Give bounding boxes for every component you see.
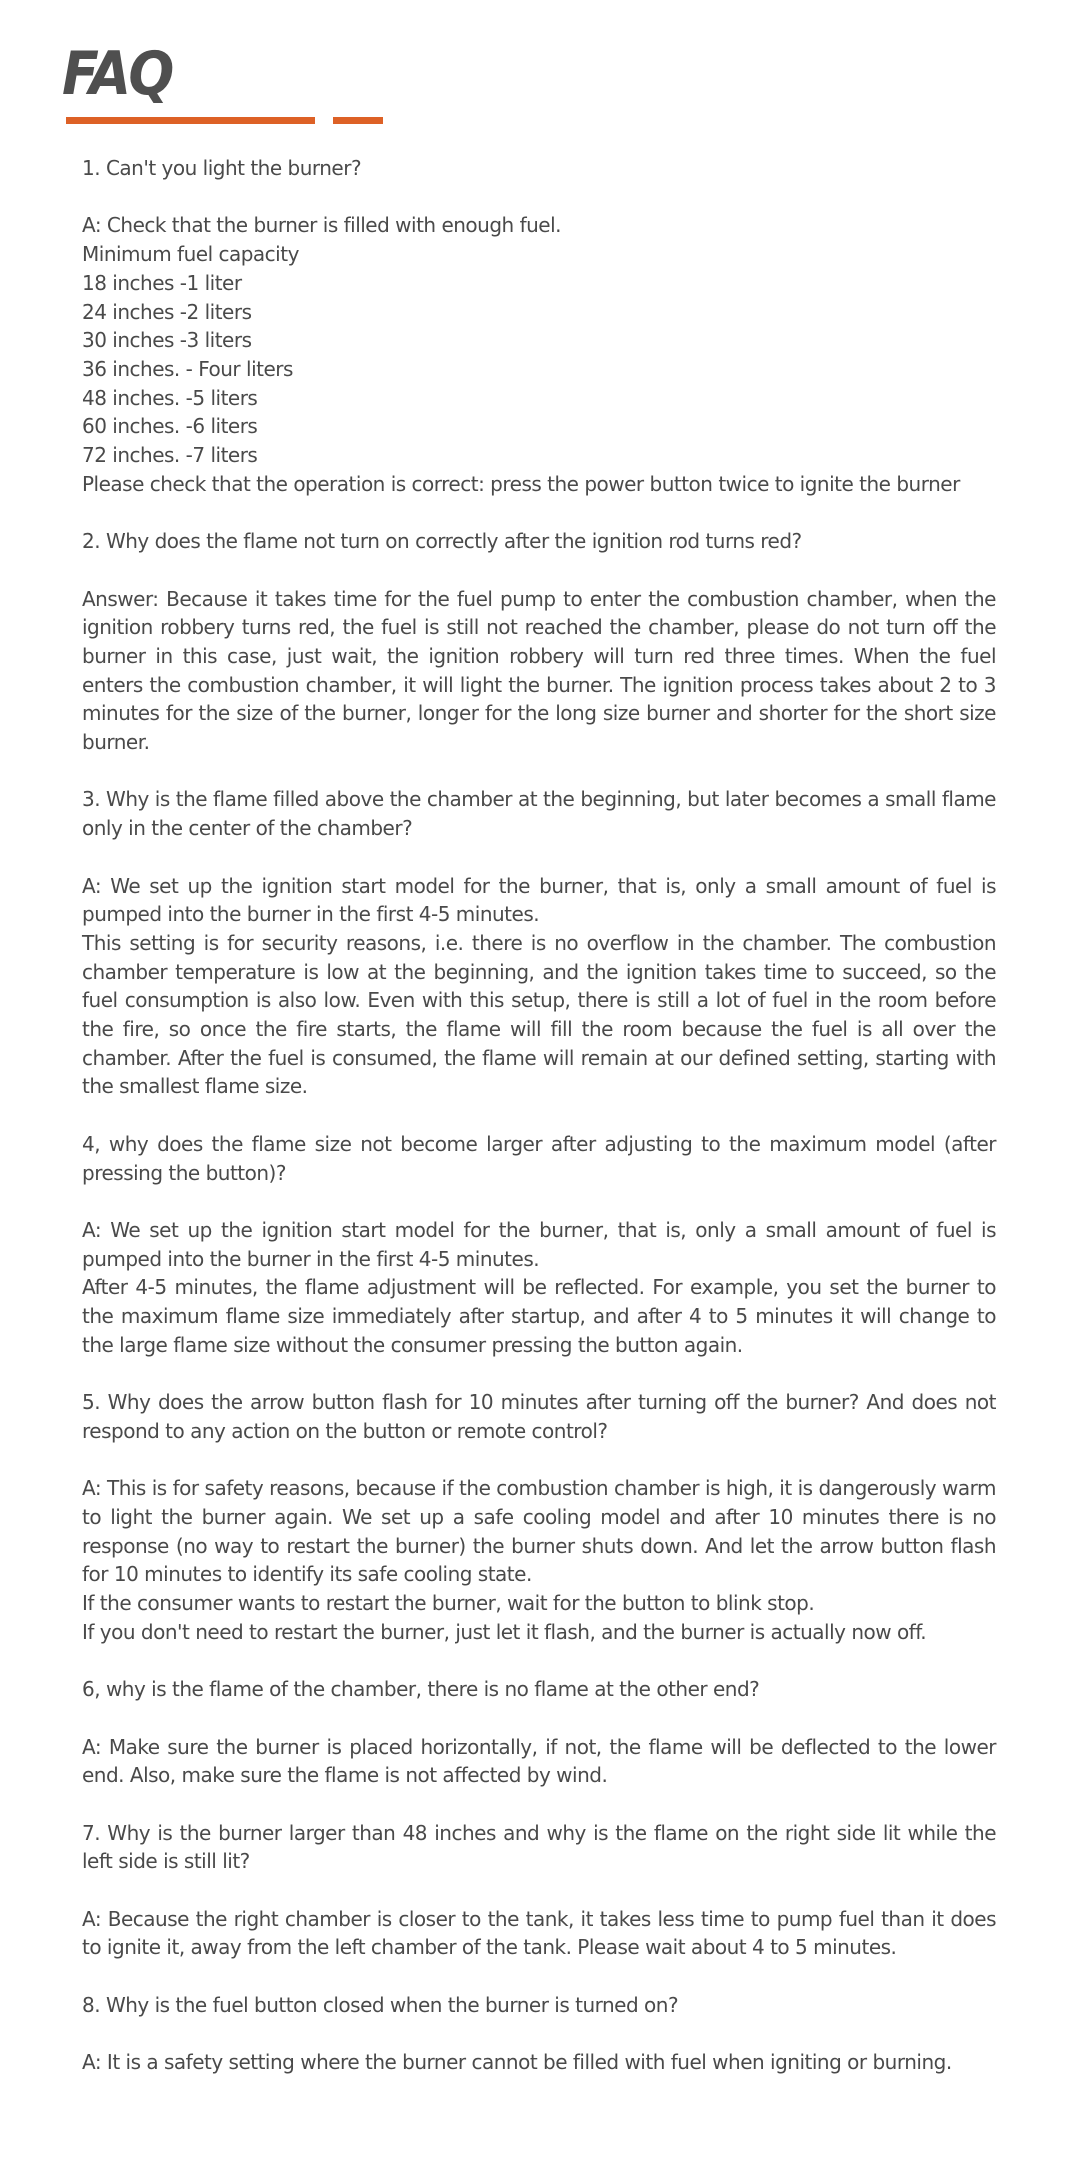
title-underline-short — [333, 117, 383, 124]
answer-3-part-1: A: We set up the ignition start model for the burner, that is, only a small amount of fuel is pumped into the burner in the first 4-5 minutes. — [82, 873, 996, 927]
answer-8: A: It is a safety setting where the burner cannot be filled with fuel when igniting or burning. — [82, 2050, 952, 2075]
question-8: 8. Why is the fuel button closed when the burner is turned on? — [82, 1992, 679, 2017]
answer-4-part-2: After 4-5 minutes, the flame adjustment will be reflected. For example, you set the burner to the maximum flame size immediately after startup, and after 4 to 5 minutes it will change to the large flame size without the consumer pressing the button again. — [82, 1275, 996, 1357]
title-underline-long — [66, 117, 315, 124]
page-title: FAQ — [62, 39, 172, 109]
answer-5-part-2: If the consumer wants to restart the burner, wait for the button to blink stop. — [82, 1591, 815, 1616]
capacity-item: 30 inches -3 liters — [82, 328, 252, 353]
capacity-item: 18 inches -1 liter — [82, 270, 242, 295]
faq-content — [82, 154, 996, 2077]
capacity-item: 36 inches. - Four liters — [82, 356, 293, 381]
answer-5-part-1: A: This is for safety reasons, because if the combustion chamber is high, it is dangerously warm to light the burner again. We set up a safe cooling model and after 10 minutes there is no response (no way to restart the burner) the burner shuts down. And let the arrow button flash for 10 minutes to identify its safe cooling state. — [82, 1476, 996, 1587]
capacity-item: 60 inches. -6 liters — [82, 414, 258, 439]
question-1: 1. Can't you light the burner? — [82, 156, 362, 180]
question-6: 6, why is the flame of the chamber, there is no flame at the other end? — [82, 1677, 760, 1702]
answer-1-intro: A: Check that the burner is filled with enough fuel. — [82, 213, 562, 238]
question-2: 2. Why does the flame not turn on correctly after the ignition rod turns red? — [82, 529, 802, 554]
answer-1-label: Minimum fuel capacity — [82, 242, 299, 267]
question-4: 4, why does the flame size not become larger after adjusting to the maximum model (after pressing the button)? — [82, 1131, 996, 1185]
question-7: 7. Why is the burner larger than 48 inches and why is the flame on the right side lit while the left side is still lit? — [82, 1820, 996, 1874]
question-3: 3. Why is the flame filled above the chamber at the beginning, but later becomes a small flame only in the center of the chamber? — [82, 787, 996, 841]
answer-3-part-2: This setting is for security reasons, i.e. there is no overflow in the chamber. The combustion chamber temperature is low at the beginning, and the ignition takes time to succeed, so the fuel consumption is also low. Even with this setup, there is still a lot of fuel in the room before the fire, so once the fire starts, the flame will fill the room because the fuel is all over the chamber. After the fuel is consumed, the flame will remain at our defined setting, starting with the smallest flame size. — [82, 930, 996, 1099]
answer-6: A: Make sure the burner is placed horizontally, if not, the flame will be deflected to the lower end. Also, make sure the flame is not affected by wind. — [82, 1734, 996, 1788]
question-5: 5. Why does the arrow button flash for 10 minutes after turning off the burner? And does not respond to any action on the button or remote control? — [82, 1390, 996, 1443]
answer-5-part-3: If you don't need to restart the burner, just let it flash, and the burner is actually now off. — [82, 1619, 927, 1644]
answer-7: A: Because the right chamber is closer to the tank, it takes less time to pump fuel than it does to ignite it, away from the left chamber of the tank. Please wait about 4 to 5 minutes. — [82, 1906, 996, 1960]
answer-2: Answer: Because it takes time for the fuel pump to enter the combustion chamber, when the ignition robbery turns red, the fuel is still not reached the chamber, please do not turn off the burner in this case, just wait, the ignition robbery will turn red three times. When the fuel enters the combustion chamber, it will light the burner. The ignition process takes about 2 to 3 minutes for the size of the burner, longer for the long size burner and shorter for the short size burner. — [82, 586, 996, 755]
answer-1-note: Please check that the operation is correct: press the power button twice to ignite the burner — [82, 471, 960, 496]
capacity-item: 72 inches. -7 liters — [82, 443, 258, 468]
answer-4-part-1: A: We set up the ignition start model for the burner, that is, only a small amount of fuel is pumped into the burner in the first 4-5 minutes. — [82, 1217, 996, 1271]
capacity-item: 24 inches -2 liters — [82, 299, 252, 324]
capacity-item: 48 inches. -5 liters — [82, 385, 258, 410]
